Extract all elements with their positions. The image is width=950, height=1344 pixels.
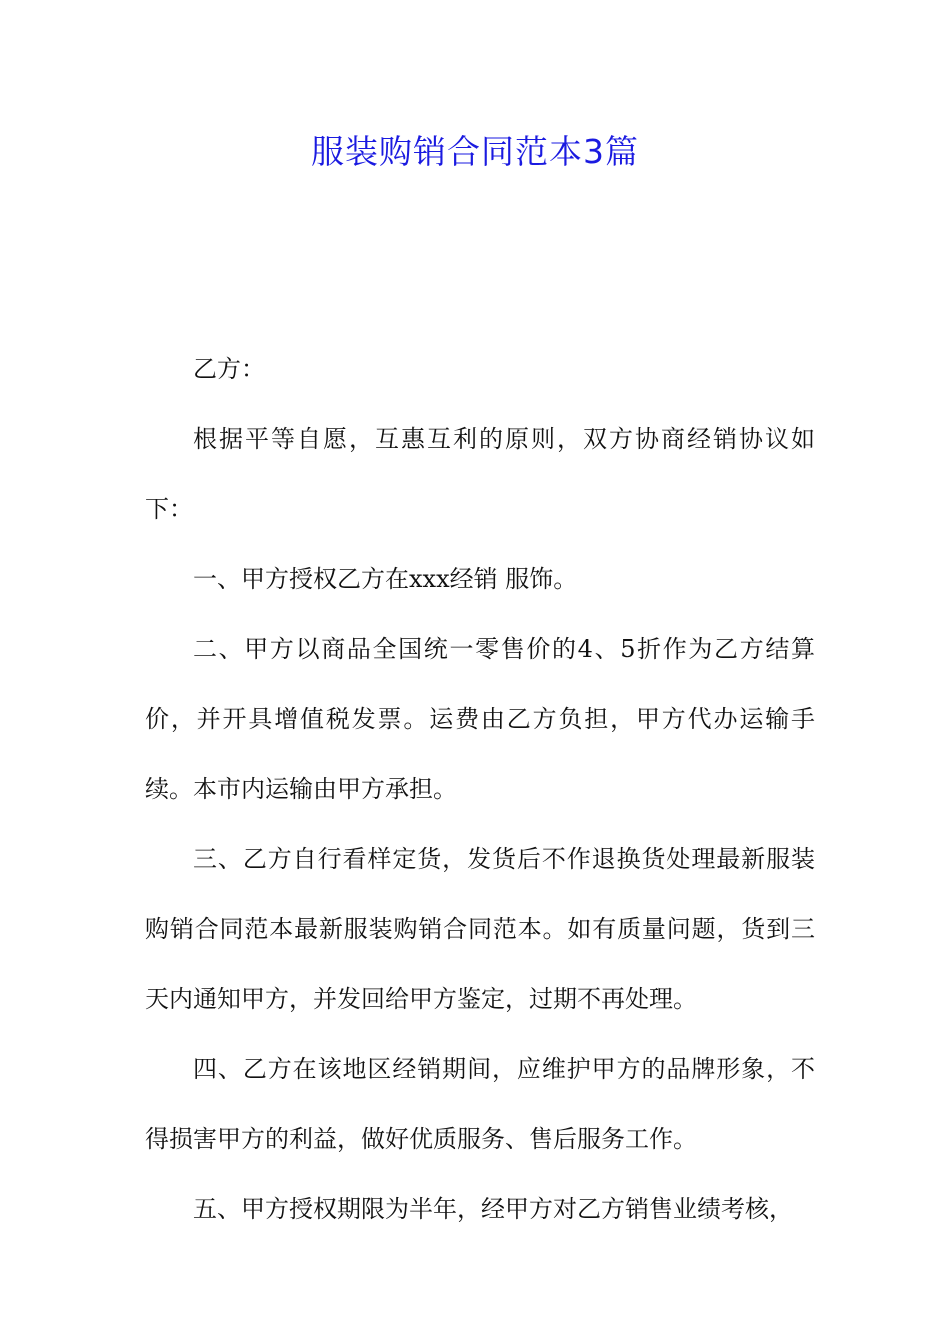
paragraph-preamble: 根据平等自愿，互惠互利的原则，双方协商经销协议如下：	[145, 425, 815, 523]
paragraph-clause-4: 四、乙方在该地区经销期间，应维护甲方的品牌形象，不得损害甲方的利益，做好优质服务、售后服务工作。	[145, 1055, 815, 1153]
paragraph-clause-2: 二、甲方以商品全国统一零售价的4、5折作为乙方结算价，并开具增值税发票。运费由乙方负担，甲方代办运输手续。本市内运输由甲方承担。	[145, 635, 815, 803]
document-title: 服装购销合同范本3篇	[311, 132, 639, 171]
paragraph-clause-5: 五、甲方授权期限为半年，经甲方对乙方销售业绩考核，	[193, 1195, 793, 1223]
paragraph-clause-1: 一、甲方授权乙方在xxx经销 服饰。	[193, 565, 578, 593]
document-body	[145, 334, 815, 1244]
paragraph-clause-3: 三、乙方自行看样定货，发货后不作退换货处理最新服装购销合同范本最新服装购销合同范本。如有质量问题，货到三天内通知甲方，并发回给甲方鉴定，过期不再处理。	[145, 845, 815, 1013]
paragraph-party-b: 乙方：	[193, 355, 265, 383]
